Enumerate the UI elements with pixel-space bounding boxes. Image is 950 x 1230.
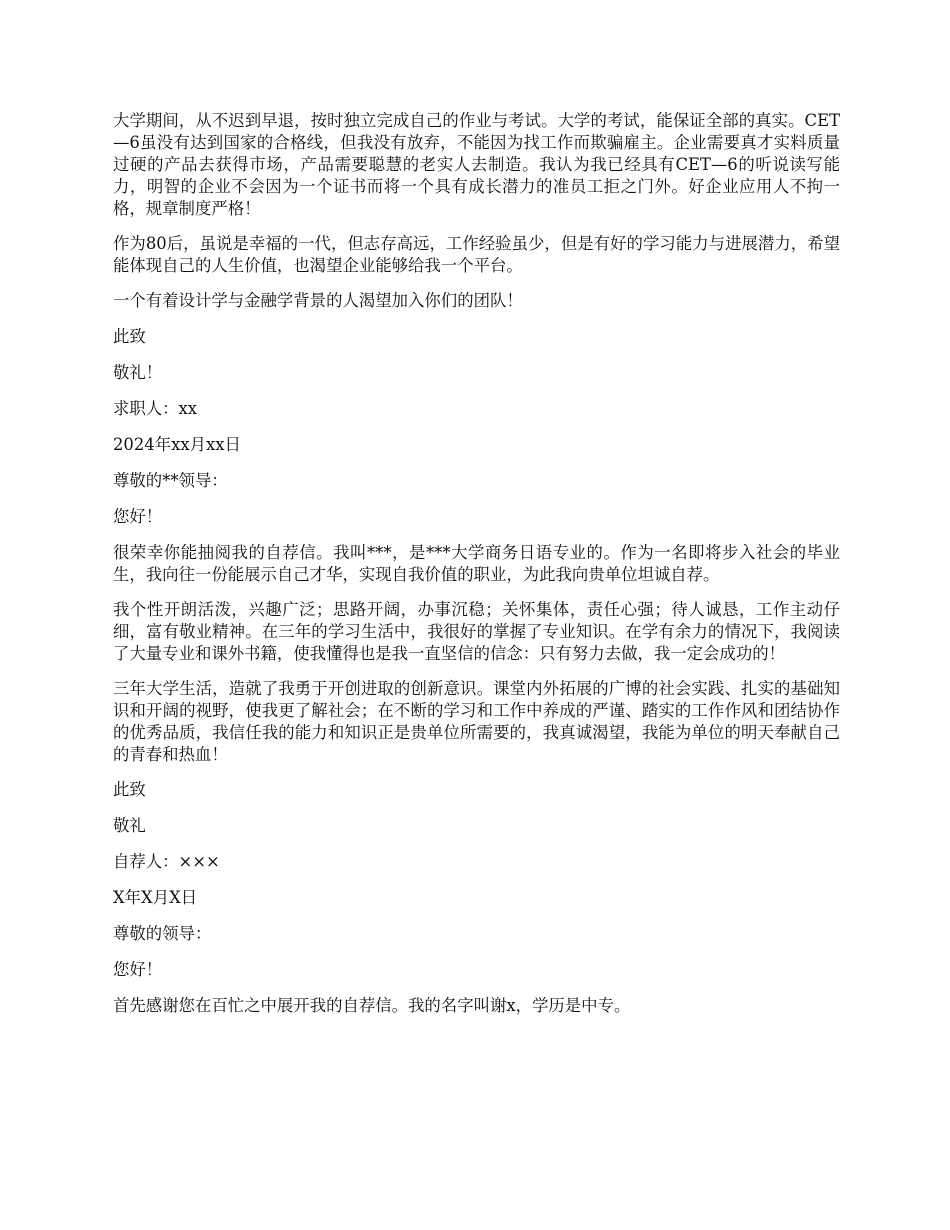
- greeting-recipient-2: 尊敬的领导：: [113, 924, 212, 943]
- signature-applicant: 求职人：xx: [113, 399, 198, 418]
- greeting-hello-2: 您好！: [113, 960, 163, 979]
- paragraph-college-life: 三年大学生活，造就了我勇于开创进取的创新意识。课堂内外拓展的广博的社会实践、扎实的基础知识和开阔的视野，使我更了解社会；在不断的学习和工作中养成的严谨、踏实的工作作风和团结协作的优秀品质，我信任我的能力和知识正是贵单位所需要的，我真诚渴望，我能为单位的明天奉献自己的青春和热血！: [113, 679, 840, 764]
- paragraph-introduction: 很荣幸你能抽阅我的自荐信。我叫***，是***大学商务日语专业的。作为一名即将步入社会的毕业生，我向往一份能展示自己才华，实现自我价值的职业，为此我向贵单位坦诚自荐。: [113, 543, 840, 584]
- date-line-2: X年X月X日: [113, 888, 198, 907]
- greeting-recipient: 尊敬的**领导：: [113, 471, 228, 490]
- closing-salutation-2: 此致: [113, 780, 146, 799]
- document-body: [113, 110, 840, 1030]
- paragraph-college-conduct: 大学期间，从不迟到早退，按时独立完成自己的作业与考试。大学的考试，能保证全部的真实。CET—6虽没有达到国家的合格线，但我没有放弃，不能因为找工作而欺骗雇主。企业需要真才实料质量过硬的产品去获得市场，产品需要聪慧的老实人去制造。我认为我已经具有CET—6的听说读写能力，明智的企业不会因为一个证书而将一个具有成长潜力的准员工拒之门外。好企业应用人不拘一格，规章制度严格！: [113, 111, 840, 218]
- signature-self-recommender: 自荐人：×××: [113, 852, 220, 871]
- closing-salutation: 此致: [113, 327, 146, 346]
- paragraph-join-team: 一个有着设计学与金融学背景的人渴望加入你们的团队！: [113, 291, 523, 310]
- paragraph-post-80s: 作为80后，虽说是幸福的一代，但志存高远，工作经验虽少，但是有好的学习能力与进展潜力，希望能体现自己的人生价值，也渴望企业能够给我一个平台。: [113, 234, 840, 275]
- date-line: 2024年xx月xx日: [113, 435, 241, 454]
- paragraph-personality: 我个性开朗活泼，兴趣广泛；思路开阔，办事沉稳；关怀集体，责任心强；待人诚恳，工作主动仔细，富有敬业精神。在三年的学习生活中，我很好的掌握了专业知识。在学有余力的情况下，我阅读了大量专业和课外书籍，使我懂得也是我一直坚信的信念：只有努力去做，我一定会成功的！: [113, 600, 840, 663]
- closing-regards-2: 敬礼: [113, 816, 146, 835]
- closing-regards: 敬礼！: [113, 363, 163, 382]
- paragraph-thanks: 首先感谢您在百忙之中展开我的自荐信。我的名字叫谢x，学历是中专。: [113, 996, 631, 1015]
- greeting-hello: 您好！: [113, 507, 163, 526]
